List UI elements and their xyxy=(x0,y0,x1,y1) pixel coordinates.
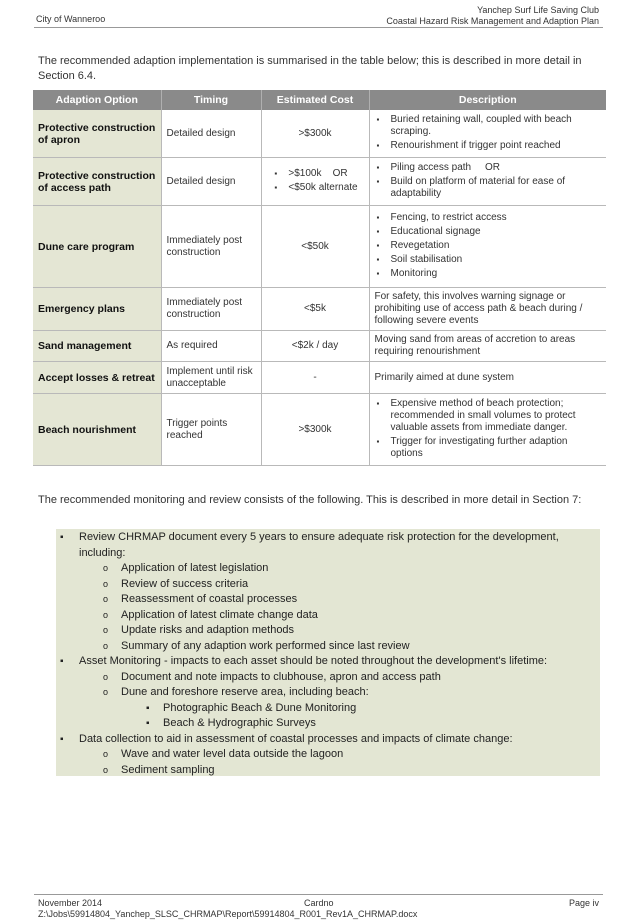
monitoring-item-text: Dune and foreshore reserve area, including beach: xyxy=(121,686,369,698)
description-bullet: ▪ Expensive method of beach protection; recommended in small volumes to protect valuable assets from immediate danger. xyxy=(391,398,602,434)
cost-bullet: ▪ >$100k OR xyxy=(288,168,357,180)
square-bullet-icon: ▪ xyxy=(60,656,64,667)
cost-cell: <$50k xyxy=(261,206,369,288)
description-bullet: ▪ Renourishment if trigger point reached xyxy=(391,140,602,152)
timing-cell: Immediately post construction xyxy=(161,288,261,331)
monitoring-item-text: Photographic Beach & Dune Monitoring xyxy=(163,701,357,714)
header-document-title: Coastal Hazard Risk Management and Adaption Plan xyxy=(386,16,599,26)
cost-cell: <$2k / day xyxy=(261,331,369,362)
description-cell xyxy=(369,206,606,288)
option-cell: Protective construction of apron xyxy=(33,110,161,158)
monitoring-item-text: Data collection to aid in assessment of coastal processes and impacts of climate change: xyxy=(79,732,513,745)
adaption-table xyxy=(33,90,606,466)
monitoring-subitem xyxy=(56,639,600,655)
option-cell: Accept losses & retreat xyxy=(33,362,161,394)
monitoring-item-text: Application of latest climate change data xyxy=(121,608,318,621)
column-header: Timing xyxy=(161,90,261,110)
square-bullet-icon: ▪ xyxy=(146,718,150,729)
monitoring-subitem xyxy=(56,685,600,701)
circle-bullet-icon: o xyxy=(103,609,109,620)
option-cell: Beach nourishment xyxy=(33,394,161,466)
cost-cell xyxy=(261,158,369,206)
monitoring-item-text: Reassessment of coastal processes xyxy=(121,593,298,605)
footer-company: Cardno xyxy=(304,898,334,908)
cost-cell: >$300k xyxy=(261,394,369,466)
option-cell: Protective construction of access path xyxy=(33,158,161,206)
timing-cell: Trigger points reached xyxy=(161,394,261,466)
description-bullet: ▪ Soil stabilisation xyxy=(391,254,602,266)
footer-divider xyxy=(34,894,603,895)
timing-cell: Immediately post construction xyxy=(161,206,261,288)
column-header: Adaption Option xyxy=(33,90,161,110)
table-row xyxy=(33,362,606,394)
monitoring-subitem xyxy=(56,608,600,624)
monitoring-list xyxy=(56,530,600,778)
monitoring-item xyxy=(56,654,600,670)
header-project xyxy=(386,5,599,27)
monitoring-item-text: Sediment sampling xyxy=(121,763,215,776)
monitoring-item-text: Document and note impacts to clubhouse, apron and access path xyxy=(121,670,441,683)
description-bullet: ▪ Buried retaining wall, coupled with beach scraping. xyxy=(391,114,602,138)
monitoring-item-text: Wave and water level data outside the lagoon xyxy=(121,748,344,760)
option-cell: Sand management xyxy=(33,331,161,362)
intro-paragraph: The recommended adaption implementation is summarised in the table below; this is described in more detail in Section 6.4. xyxy=(38,55,582,82)
column-header: Description xyxy=(369,90,606,110)
monitoring-subitem xyxy=(56,670,600,686)
monitoring-intro: The recommended monitoring and review consists of the following. This is described in more detail in Section 7: xyxy=(38,494,582,506)
monitoring-subitem xyxy=(56,763,600,779)
description-bullet: ▪ Piling access path OR xyxy=(391,162,602,174)
description-cell xyxy=(369,110,606,158)
footer-file-path: Z:\Jobs\59914804_Yanchep_SLSC_CHRMAP\Report\59914804_R001_Rev1A_CHRMAP.docx xyxy=(38,909,418,919)
monitoring-subitem xyxy=(56,623,600,639)
description-cell: For safety, this involves warning signage or prohibiting use of access path & beach during / following severe events xyxy=(369,288,606,331)
circle-bullet-icon: o xyxy=(103,563,109,573)
circle-bullet-icon: o xyxy=(103,594,109,604)
timing-cell: Detailed design xyxy=(161,110,261,158)
description-cell: Primarily aimed at dune system xyxy=(369,362,606,394)
monitoring-item-text: Review CHRMAP document every 5 years to ensure adequate risk protection for the development, including: xyxy=(79,531,559,559)
cost-bullet: ▪ <$50k alternate xyxy=(288,182,357,194)
monitoring-item-text: Beach & Hydrographic Surveys xyxy=(163,717,316,729)
monitoring-item xyxy=(56,530,600,561)
square-bullet-icon: ▪ xyxy=(146,702,150,714)
table-row xyxy=(33,288,606,331)
monitoring-item xyxy=(56,732,600,748)
square-bullet-icon: ▪ xyxy=(60,532,64,543)
monitoring-item-text: Update risks and adaption methods xyxy=(121,624,295,636)
table-row xyxy=(33,110,606,158)
description-cell: Moving sand from areas of accretion to areas requiring renourishment xyxy=(369,331,606,362)
option-cell: Emergency plans xyxy=(33,288,161,331)
cost-cell: <$5k xyxy=(261,288,369,331)
monitoring-subitem xyxy=(56,592,600,608)
table-row xyxy=(33,331,606,362)
table-row xyxy=(33,394,606,466)
table-header-row xyxy=(33,90,606,110)
monitoring-subsubitem xyxy=(56,716,600,732)
cost-cell: - xyxy=(261,362,369,394)
description-cell xyxy=(369,394,606,466)
circle-bullet-icon: o xyxy=(103,578,109,589)
square-bullet-icon: ▪ xyxy=(60,733,64,745)
description-bullet: ▪ Revegetation xyxy=(391,240,602,252)
description-cell xyxy=(369,158,606,206)
monitoring-subitem xyxy=(56,561,600,577)
circle-bullet-icon: o xyxy=(103,625,109,635)
header-divider xyxy=(34,27,603,28)
table-row xyxy=(33,158,606,206)
description-bullet: ▪ Trigger for investigating further adaption options xyxy=(391,436,602,460)
circle-bullet-icon: o xyxy=(103,749,109,759)
description-bullet: ▪ Fencing, to restrict access xyxy=(391,212,602,224)
monitoring-item-text: Application of latest legislation xyxy=(121,562,269,574)
circle-bullet-icon: o xyxy=(103,671,109,682)
description-bullet: ▪ Educational signage xyxy=(391,226,602,238)
circle-bullet-icon: o xyxy=(103,640,109,651)
cost-cell: >$300k xyxy=(261,110,369,158)
timing-cell: As required xyxy=(161,331,261,362)
monitoring-subsubitem xyxy=(56,701,600,717)
description-bullet: ▪ Monitoring xyxy=(391,268,602,280)
header-client: Yanchep Surf Life Saving Club xyxy=(477,5,599,15)
table-row xyxy=(33,206,606,288)
circle-bullet-icon: o xyxy=(103,687,109,697)
option-cell: Dune care program xyxy=(33,206,161,288)
circle-bullet-icon: o xyxy=(103,764,109,775)
monitoring-subitem xyxy=(56,577,600,593)
monitoring-item-text: Summary of any adaption work performed since last review xyxy=(121,639,410,652)
description-bullet: ▪ Build on platform of material for ease of adaptability xyxy=(391,176,602,200)
timing-cell: Detailed design xyxy=(161,158,261,206)
header-organisation: City of Wanneroo xyxy=(36,14,106,24)
footer-date: November 2014 xyxy=(38,898,103,908)
monitoring-item-text: Asset Monitoring - impacts to each asset should be noted throughout the development's lifetime: xyxy=(79,655,548,667)
monitoring-item-text: Review of success criteria xyxy=(121,577,249,590)
column-header: Estimated Cost xyxy=(261,90,369,110)
timing-cell: Implement until risk unacceptable xyxy=(161,362,261,394)
monitoring-subitem xyxy=(56,747,600,763)
footer-page-number: Page iv xyxy=(568,898,599,908)
